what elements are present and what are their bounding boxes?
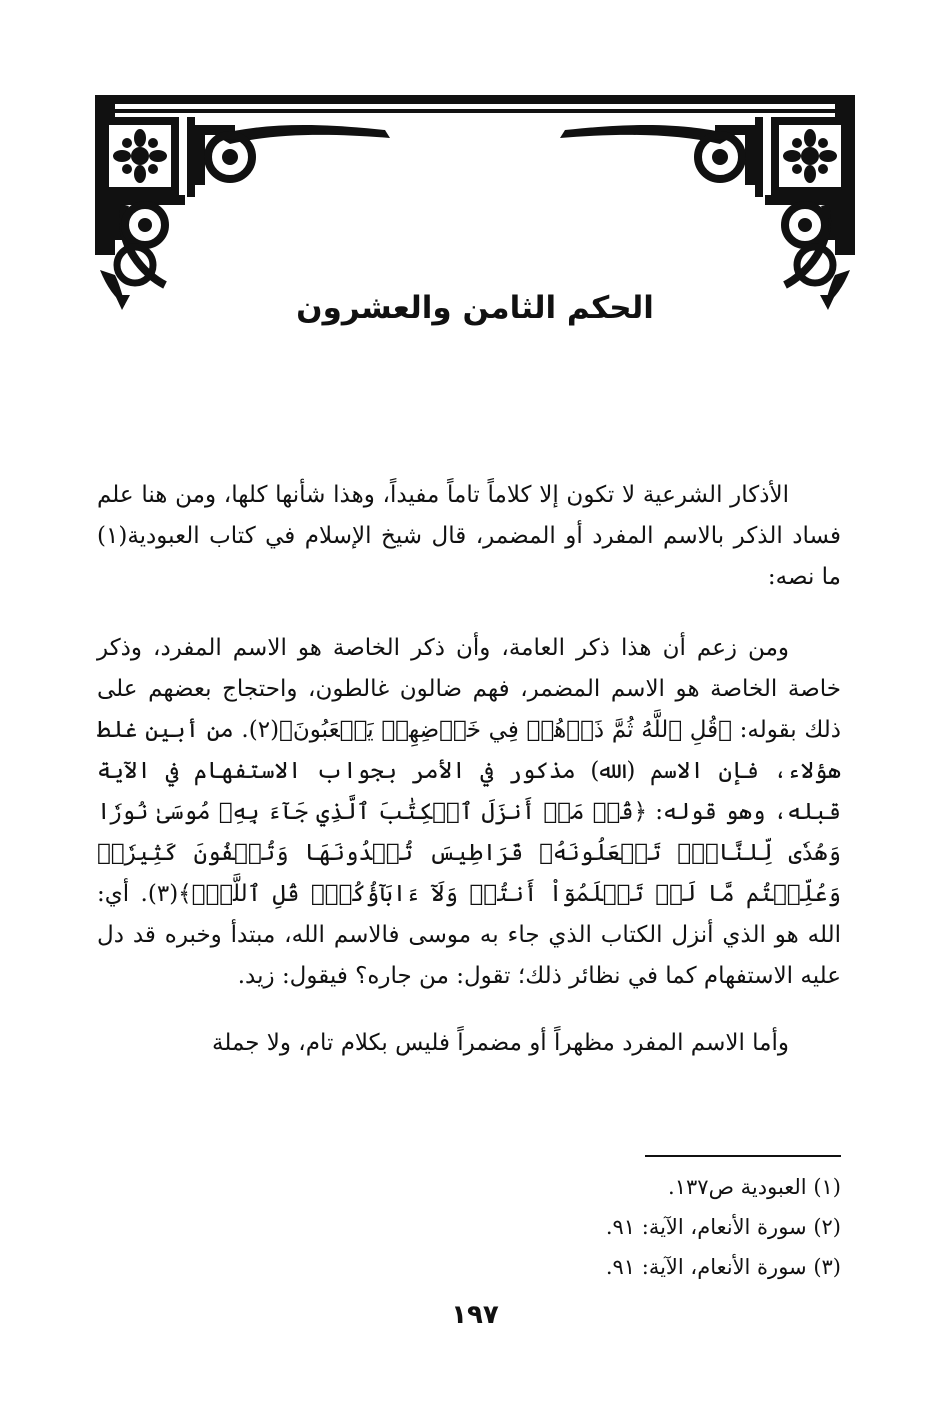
paragraph: الأذكار الشرعية لا تكون إلا كلاماً تاماً مفيداً، وهذا شأنها كلها، ومن هنا علم فساد الذكر بالاسم المفرد أو المضمر، قال شيخ الإسلام في كتاب العبودية(١) ما نصه: — [97, 482, 841, 590]
left-corner-ornament — [95, 95, 390, 310]
paragraph: ومن زعم أن هذا ذكر العامة، وأن ذكر الخاصة هو الاسم المفرد، وذكر خاصة الخاصة هو الاسم المضمر، فهم ضالون غالطون، واحتجاج بعضهم على ذلك بقوله: ﴿قُلِ ٱللَّهُ ثُمَّ ذَرۡهُمۡ فِي خَوۡضِهِمۡ يَلۡعَبُونَ﴾(٢). من أبين غلط هؤلاء، فإن الاسم (الله) مذكور في الأمر بجواب الاستفهام في الآية قبله، وهو قوله: ﴿قُلۡ مَنۡ أَنزَلَ ٱلۡكِتَٰبَ ٱلَّذِي جَآءَ بِهِۦ مُوسَىٰ نُورٗا وَهُدٗى لِّلنَّاسِۖ تَجۡعَلُونَهُۥ قَرَاطِيسَ تُبۡدُونَهَا وَتُخۡفُونَ كَثِيرٗاۖ وَعُلِّمۡتُم مَّا لَمۡ تَعۡلَمُوٓاْ أَنتُمۡ وَلَآ ءَابَآؤُكُمۡۖ قُلِ ٱللَّهُۖ﴾(٣). أي: الله هو الذي أنزل الكتاب الذي جاء به موسى فالاسم الله، مبتدأ وخبره قد دل عليه الاستفهام كما في نظائر ذلك؛ تقول: من جاره؟ فيقول: زيد. — [97, 635, 841, 989]
footnote-divider — [645, 1155, 841, 1157]
page-number: ١٩٧ — [451, 1300, 499, 1330]
chapter-heading: الحكم الثامن والعشرون — [296, 290, 654, 326]
paragraph: وأما الاسم المفرد مظهراً أو مضمراً فليس بكلام تام، ولا جملة — [212, 1030, 789, 1056]
footnote: (١) العبودية ص١٣٧. — [668, 1175, 841, 1199]
right-corner-ornament — [560, 95, 855, 310]
footnote: (٢) سورة الأنعام، الآية: ٩١. — [605, 1215, 841, 1239]
footnotes — [300, 1167, 841, 1287]
decorative-header-frame — [95, 95, 855, 320]
body-text — [97, 475, 841, 1090]
footnote: (٣) سورة الأنعام، الآية: ٩١. — [605, 1255, 841, 1279]
